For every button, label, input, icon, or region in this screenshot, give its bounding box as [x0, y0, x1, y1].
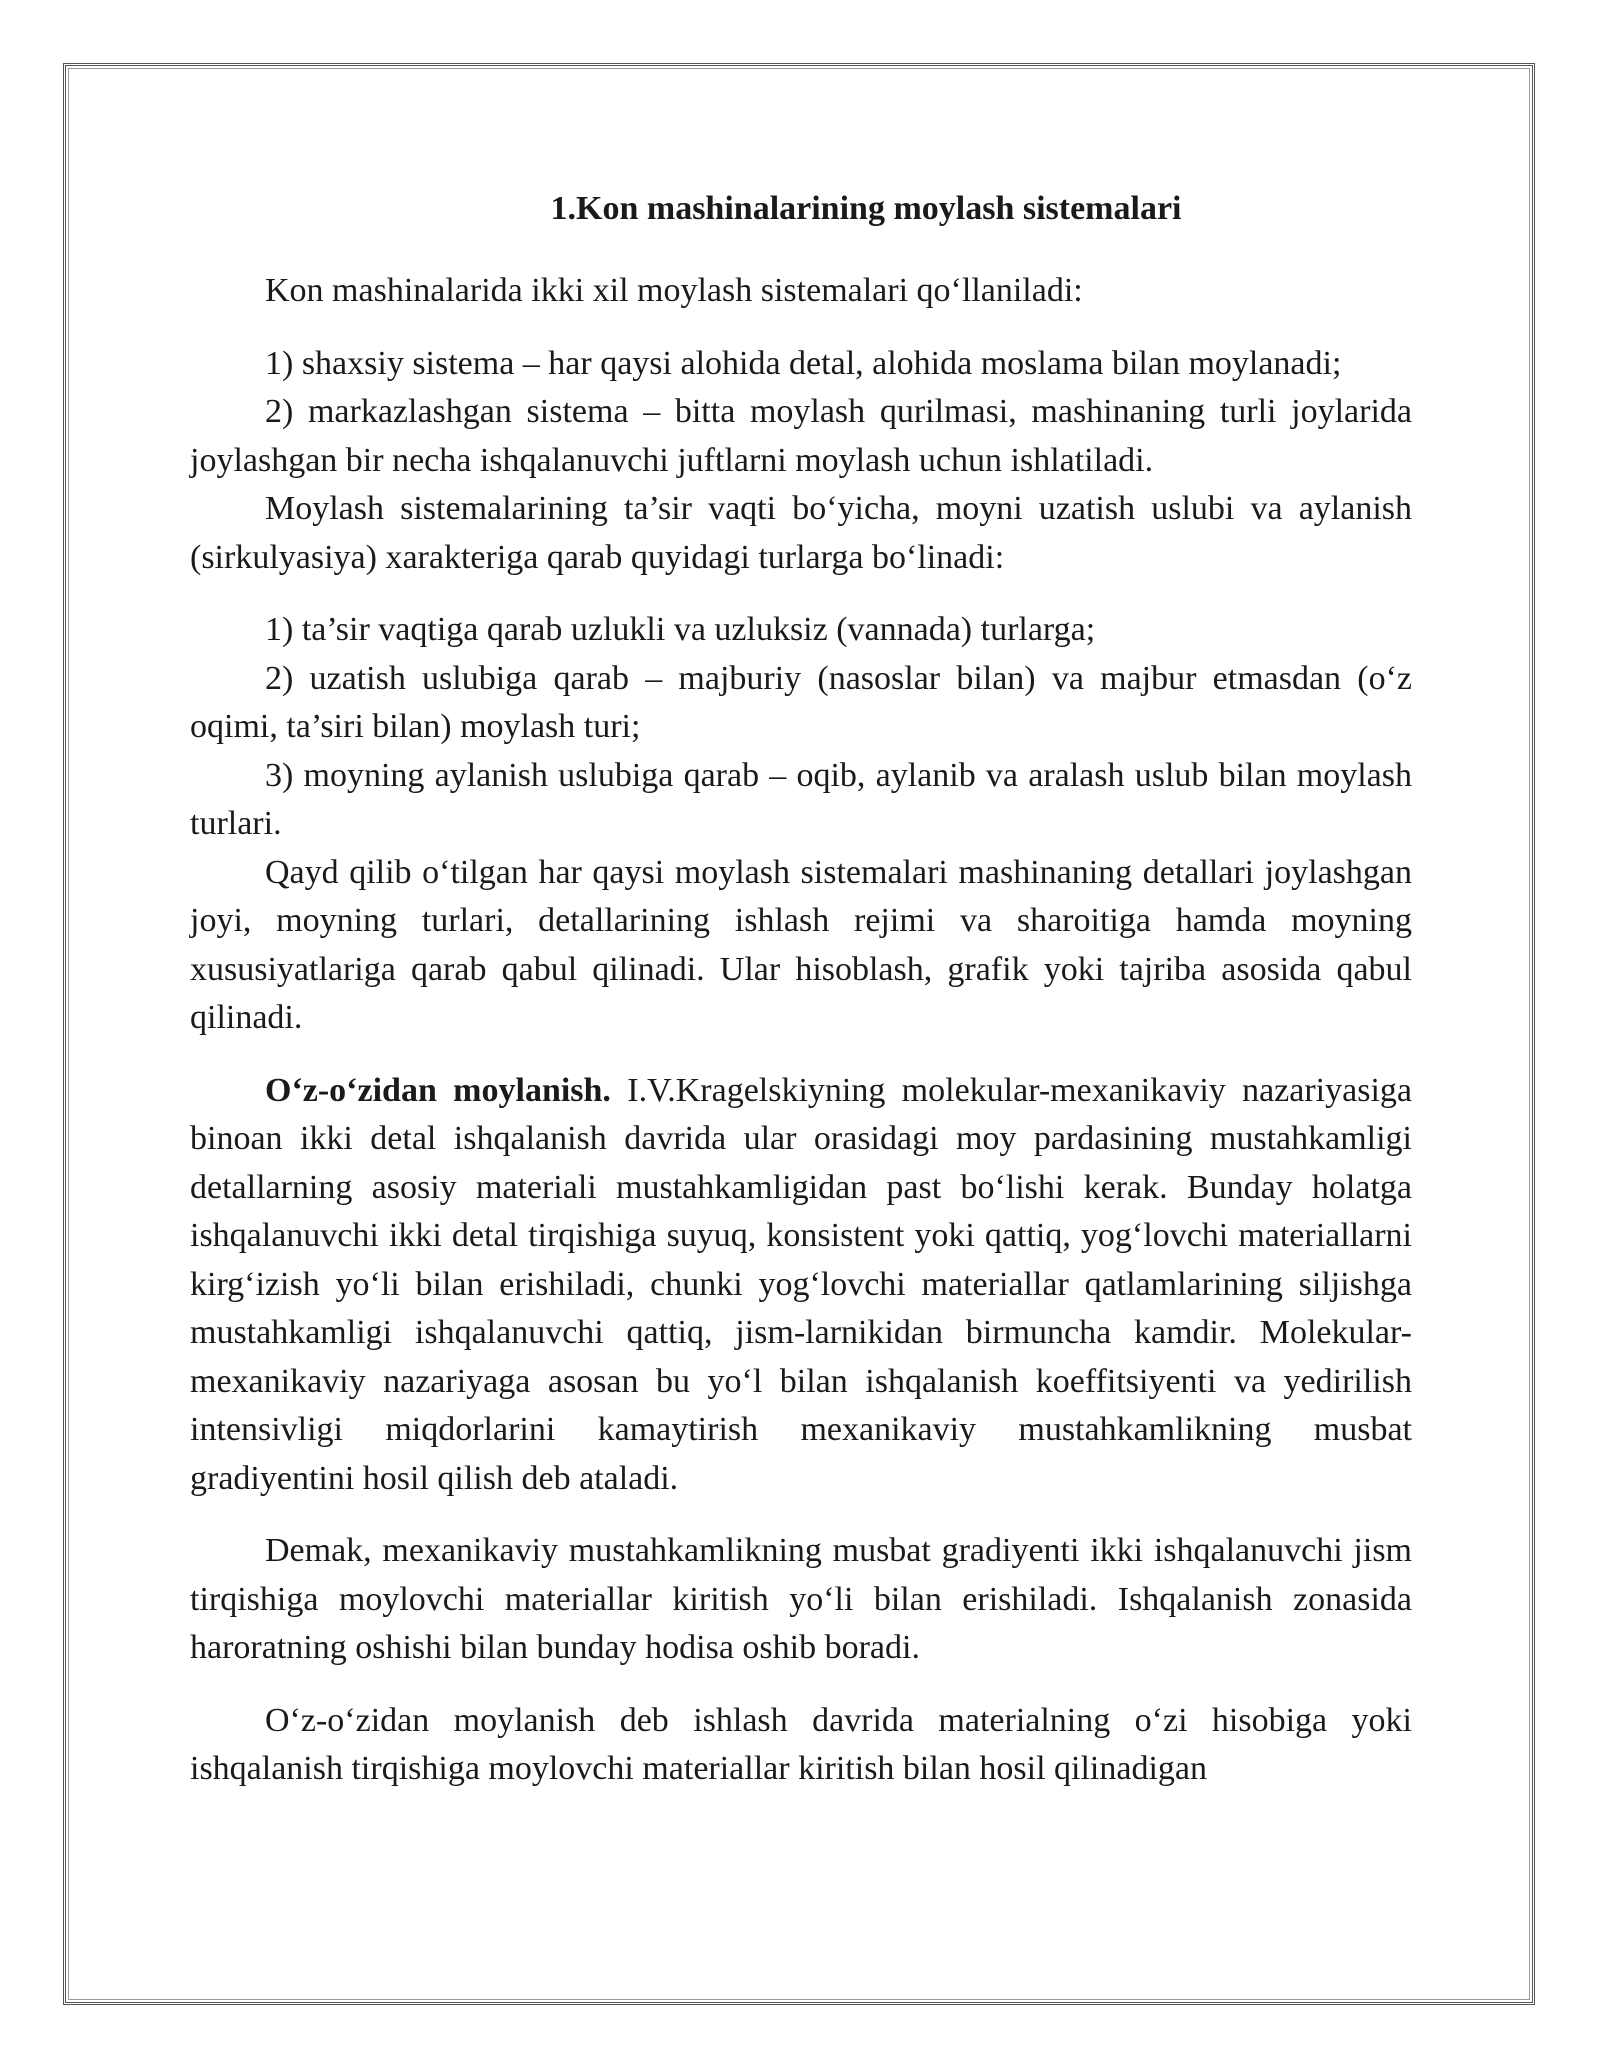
self-lubrication-paragraph [190, 1067, 1412, 1504]
intro-paragraph: Kon mashinalarida ikki xil moylash sistemalari qo‘llaniladi: [265, 272, 1083, 309]
self-lubrication-text: I.V.Kragelskiyning molekular-mexanikaviy nazariyasiga binoan ikki detal ishqalanish davrida ular orasidagi moy pardasining mustahkamligi detallarning asosiy materiali mustahkamligidan past bo‘lishi kerak. Bunday holatga ishqalanuvchi ikki detal tirqishiga suyuq, konsistent yoki qattiq, yog‘lovchi materiallarni kirg‘izish yo‘li bilan erishiladi, chunki yog‘lovchi materiallar qatlamlarining siljishga mustahkamligi ishqalanuvchi qattiq, jism-larnikidan birmuncha kamdir. Molekular-mexanikaviy nazariyaga asosan bu yo‘l bilan ishqalanish koeffitsiyenti va yedirilish intensivligi miqdorlarini kamaytirish mexanikaviy mustahkamlikning musbat gradiyentini hosil qilish deb ataladi. [190, 1071, 1412, 1497]
list-item-personal-system: 1) shaxsiy sistema – har qaysi alohida detal, alohida moslama bilan moylanadi; [265, 344, 1342, 382]
section-title: 1.Kon mashinalarining moylash sistemalari [550, 190, 1182, 227]
gradient-paragraph: Demak, mexanikaviy mustahkamlikning musbat gradiyenti ikki ishqalanuvchi jism tirqishiga moylovchi materiallar kiritish yo‘li bilan erishiladi. Ishqalanish zonasida haroratning oshishi bilan bunday hodisa oshib boradi. [190, 1532, 1412, 1666]
document-body [190, 185, 1412, 1794]
classification-paragraph: Moylash sistemalarining ta’sir vaqti bo‘yicha, moyni uzatish uslubi va aylanish (sirkulyasiya) xarakteriga qarab quyidagi turlarga bo‘linadi: [190, 490, 1412, 576]
list-item-central-system: 2) markazlashgan sistema – bitta moylash qurilmasi, mashinaning turli joylarida joylashgan bir necha ishqalanuvchi juftlarni moylash uchun ishlatiladi. [190, 393, 1412, 479]
self-lubrication-term: O‘z-o‘zidan moylanish. [265, 1071, 611, 1109]
list-item-supply-method: 2) uzatish uslubiga qarab – majburiy (nasoslar bilan) va majbur etmasdan (o‘z oqimi, ta’siri bilan) moylash turi; [190, 659, 1412, 745]
list-item-action-time: 1) ta’sir vaqtiga qarab uzlukli va uzluksiz (vannada) turlarga; [265, 611, 1096, 648]
selection-paragraph: Qayd qilib o‘tilgan har qaysi moylash sistemalari mashinaning detallari joylashgan joyi, moyning turlari, detallarining ishlash rejimi va sharoitiga hamda moyning xususiyatlariga qarab qabul qilinadi. Ular hisoblash, grafik yoki tajriba asosida qabul qilinadi. [190, 853, 1412, 1036]
list-item-circulation-method: 3) moyning aylanish uslubiga qarab – oqib, aylanib va aralash uslub bilan moylash turlari. [190, 756, 1412, 842]
definition-paragraph: O‘z-o‘zidan moylanish deb ishlash davrida materialning o‘zi hisobiga yoki ishqalanish tirqishiga moylovchi materiallar kiritish bilan hosil qilinadigan [190, 1701, 1412, 1787]
